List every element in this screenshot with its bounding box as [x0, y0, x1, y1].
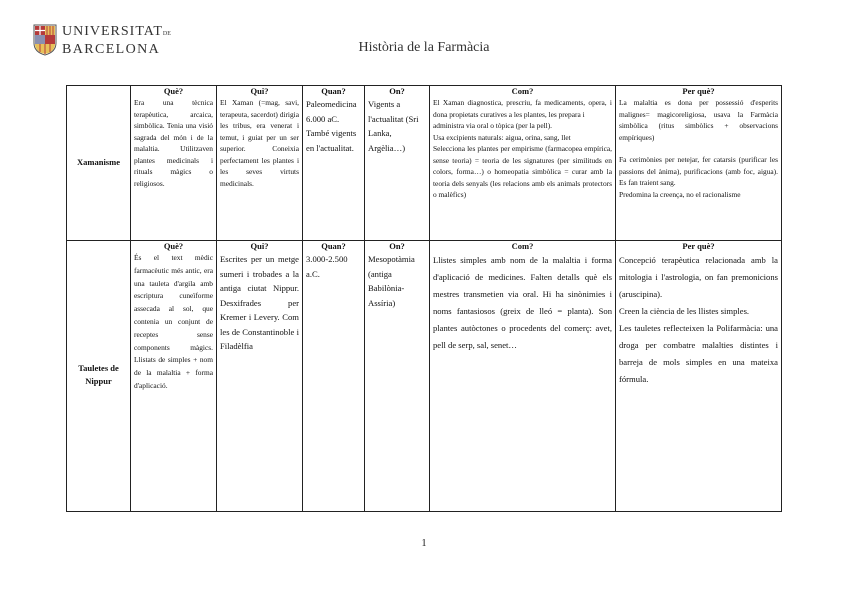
cell-que — [131, 241, 217, 512]
cell-qui — [217, 241, 303, 512]
cell-line: Predomina la creença, no el racionalisme — [619, 189, 741, 199]
cell-com — [430, 86, 616, 241]
pharmacy-history-table — [66, 85, 782, 512]
cell-text: Llistes simples amb nom de la malaltia i forma d'aplicació de medicines. Falten detalls què els mestres transmetien via oral. Hi ha sinònimies i noms fantasiosos (greix de lleó = planta). Son plantes autòctones o procedents del comerç: avet, pell de serp, sal, senet… — [433, 255, 612, 350]
column-label-qui: Qui? — [250, 241, 269, 251]
column-label-que: Què? — [163, 86, 184, 96]
table-row — [67, 86, 782, 241]
column-label-on: On? — [389, 86, 405, 96]
cell-perque — [616, 241, 782, 512]
cell-quan — [303, 241, 365, 512]
cell-qui — [217, 86, 303, 241]
cell-text: 3.000-2.500 a.C. — [306, 254, 348, 279]
row-header-tauletes-nippur: Tauletes de Nippur — [67, 241, 131, 512]
table-row — [67, 241, 782, 512]
cell-text: El Xaman (=mag, savi, terapeuta, sacerdot) dirigia les tribus, era venerat i temut, i guiat per un ser superior. Coneixia perfectament les plantes i les seves virtuts medicinals. — [220, 98, 299, 188]
cell-line: Creen la ciència de les llistes simples. — [619, 306, 750, 316]
column-label-perque: Per què? — [682, 86, 715, 96]
cell-com — [430, 241, 616, 512]
cell-line: Les tauletes reflecteixen la Polifarmàcia: una droga per combatre malalties distintes i barreja de mols simples en una mateixa fórmula. — [619, 323, 778, 384]
column-label-que: Què? — [163, 241, 184, 251]
cell-line: Usa excipients naturals: aigua, orina, sang, llet — [433, 132, 571, 142]
cell-text: Vigents a l'actualitat (Sri Lanka, Argèlia…) — [368, 99, 419, 153]
cell-text: Escrites per un metge sumeri i trobades a la antiga ciutat Nippur. Desxifrades per Kremer i Levery. Com les de Constantinoble i Filadèlfia — [220, 254, 299, 351]
logo-text-line1: UNIVERSITAT — [62, 24, 163, 39]
cell-on — [365, 86, 430, 241]
cell-text: És el text mèdic farmacèutic més antic, era una tauleta d'argila amb escriptura cuneïforme assecada al sol, que contenia un conjunt de receptes sense components màgics. Llistats de simples + nom de la malaltia + forma d'aplicació. — [134, 253, 213, 390]
cell-line: Concepció terapèutica relacionada amb la mitologia i l'astrologia, on fan premonicions (aruscipina). — [619, 255, 778, 299]
column-label-quan: Quan? — [321, 241, 346, 251]
cell-line: La malaltia es dona per possessió d'esperits malignes= magicoreligiosa, usava la Farmàcia simbòlica (ritus simbòlics + observacions empíriques) — [619, 98, 778, 142]
column-label-on: On? — [389, 241, 405, 251]
column-label-quan: Quan? — [321, 86, 346, 96]
cell-text: Paleomedicina 6.000 aC. També vigents en l'actualitat. — [306, 99, 357, 153]
cell-que — [131, 86, 217, 241]
cell-line: El Xaman diagnostica, prescriu, fa medicaments, opera, i dona propietats curatives a les plantes, les prepara i — [433, 98, 612, 119]
cell-quan — [303, 86, 365, 241]
cell-text: Era una tècnica terapèutica, arcaica, simbòlica. Tenia una visió sagrada del món i de la malaltia. Utilitzaven plantes medicinals i rituals màgics o religiosos. — [134, 98, 213, 188]
column-label-qui: Qui? — [250, 86, 269, 96]
column-label-com: Com? — [511, 241, 534, 251]
cell-line: Selecciona les plantes per empirisme (farmacopea empírica, sense teoria) = teoria de les signatures (per similituds en colors, forma…) o homeopatia simbòlica = curar amb la teoria dels senyals (les relacions amb els animals protectors o malèfics) — [433, 144, 612, 199]
cell-perque — [616, 86, 782, 241]
spacer — [619, 143, 778, 154]
page-number: 1 — [421, 538, 427, 549]
cell-text: Mesopotàmia (antiga Babilònia-Assíria) — [368, 254, 415, 308]
logo-text-line2: BARCELONA — [62, 42, 161, 57]
cell-on — [365, 241, 430, 512]
row-header-xamanisme: Xamanisme — [67, 86, 131, 241]
column-label-perque: Per què? — [682, 241, 715, 251]
cell-line: administra via oral o tòpica (per la pell). — [433, 121, 553, 130]
cell-line: Fa cerimònies per netejar, fer catarsis (purificar les passions del ànima), purificacions (amb foc, aigua). Es fan traient sang. — [619, 155, 778, 187]
logo-text-suffix: DE — [162, 31, 171, 37]
column-label-com: Com? — [511, 86, 534, 96]
document-title: Història de la Farmàcia — [358, 40, 490, 55]
